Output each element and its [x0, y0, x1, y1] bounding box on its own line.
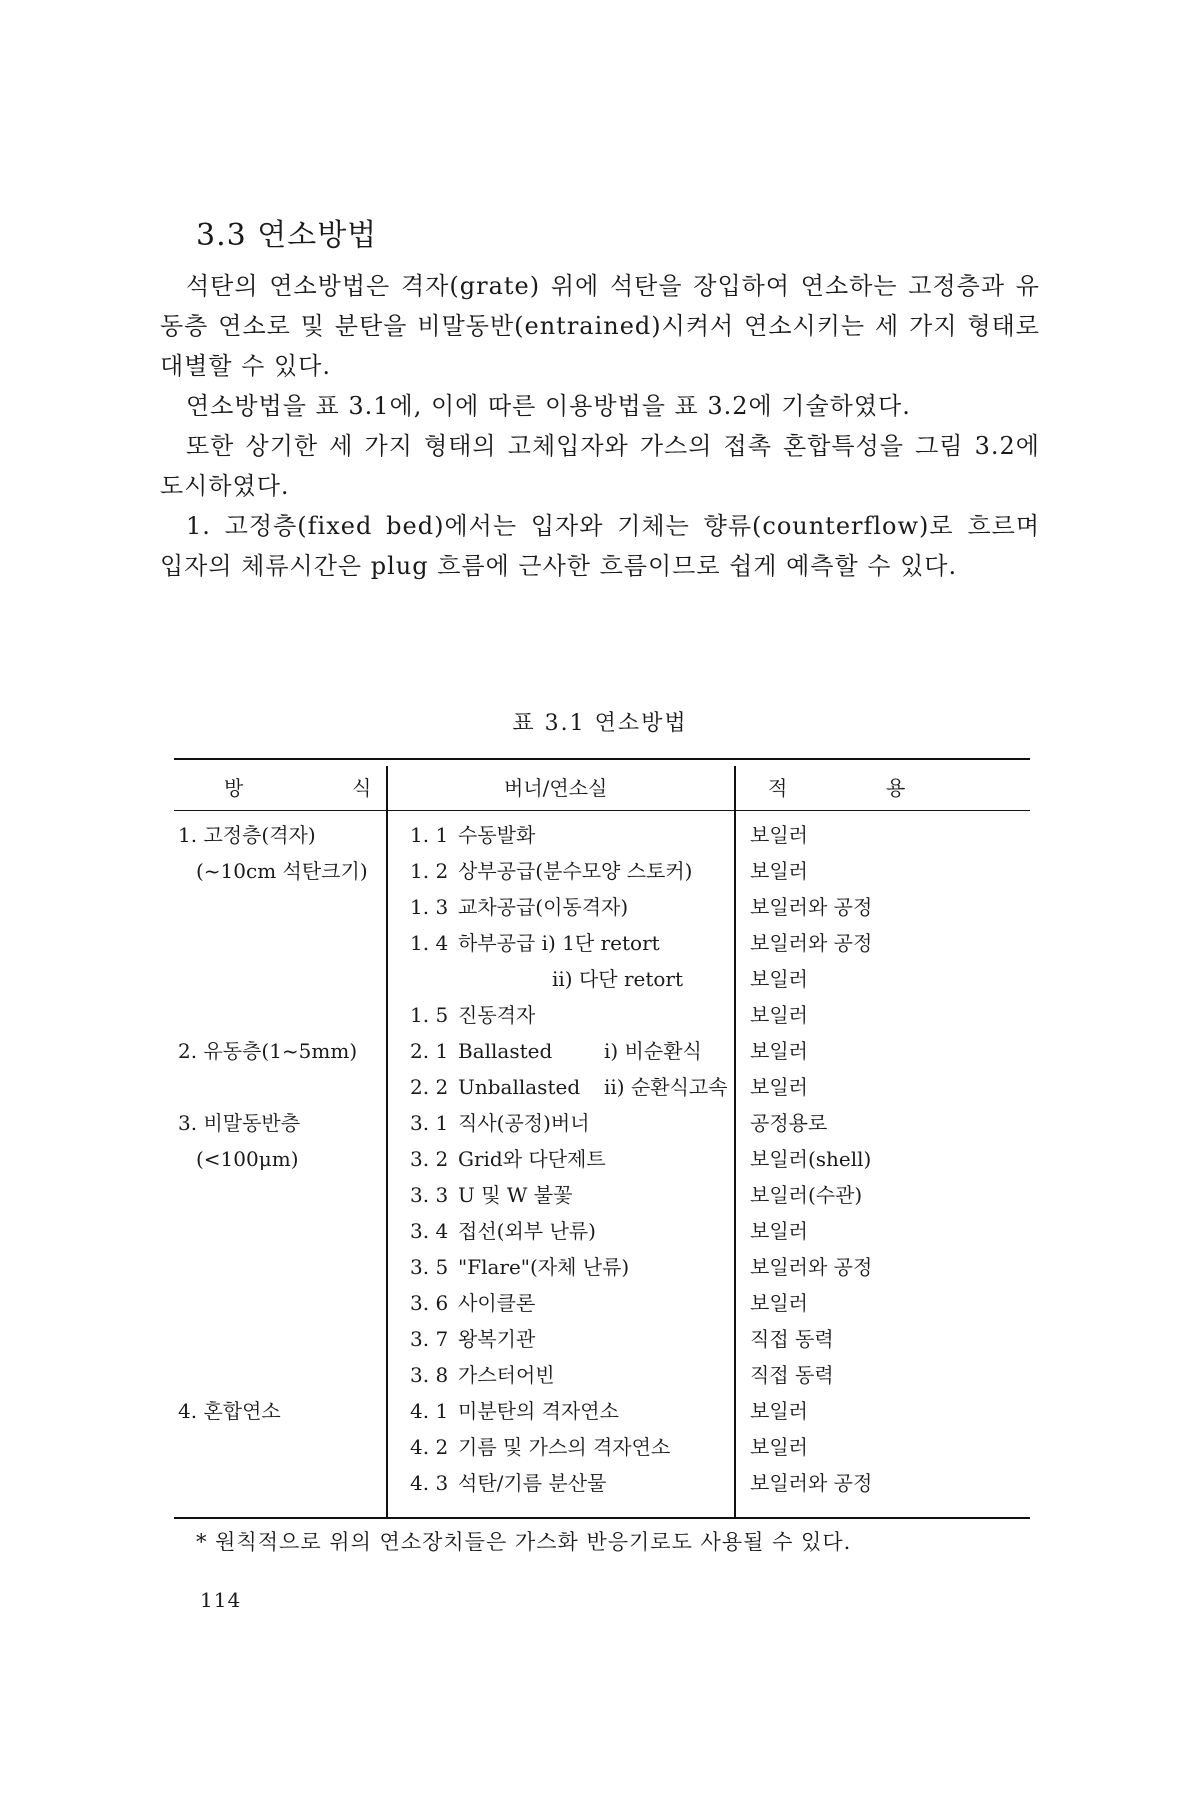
application-cell: 보일러: [750, 1003, 808, 1027]
application-cell: 보일러: [750, 859, 808, 883]
application-cell: 보일러: [750, 1219, 808, 1243]
row-number: 4. 2: [410, 1435, 449, 1459]
method-group-label: 3. 비말동반층: [178, 1111, 301, 1135]
paragraph-4: 1. 고정층(fixed bed)에서는 입자와 기체는 향류(counterflow)로 흐르며 입자의 체류시간은 plug 흐름에 근사한 흐름이므로 쉽게 예측할 수 있다.: [160, 512, 1040, 580]
burner-cell: 왕복기관: [458, 1327, 536, 1351]
row-number: 3. 4: [410, 1219, 449, 1243]
header-app-a: 적: [768, 776, 788, 800]
burner-cell: 하부공급 i) 1단 retort: [458, 931, 660, 955]
combustion-table: [174, 758, 1030, 1519]
burner-cell: 접선(외부 난류): [458, 1219, 596, 1243]
row-number: 2. 1: [410, 1039, 449, 1063]
application-cell: 보일러와 공정: [750, 931, 873, 955]
application-cell: 보일러: [750, 1039, 808, 1063]
burner-cell: "Flare"(자체 난류): [458, 1255, 630, 1279]
row-number: 3. 8: [410, 1363, 449, 1387]
header-divider-1: [386, 766, 388, 810]
body-divider-2: [734, 811, 736, 1517]
application-cell: 보일러와 공정: [750, 895, 873, 919]
body-text: [160, 266, 1040, 586]
application-cell: 보일러: [750, 1399, 808, 1423]
burner-cell: 사이클론: [458, 1291, 536, 1315]
row-number: 3. 1: [410, 1111, 449, 1135]
burner-cell: 직사(공정)버너: [458, 1111, 590, 1135]
application-cell: 보일러: [750, 967, 808, 991]
method-group-label: 1. 고정층(격자): [178, 823, 316, 847]
fluid-sub-ii: ii) 순환식고속: [604, 1075, 728, 1099]
application-cell: 보일러(shell): [750, 1147, 872, 1171]
burner-cell: 가스터어빈: [458, 1363, 555, 1387]
method-group-label: 4. 혼합연소: [178, 1399, 281, 1423]
paragraph-2: 연소방법을 표 3.1에, 이에 따른 이용방법을 표 3.2에 기술하였다.: [186, 392, 911, 420]
method-group-label: 2. 유동층(1~5mm): [178, 1039, 358, 1063]
burner-cell: 수동발화: [458, 823, 536, 847]
header-divider-2: [734, 766, 736, 810]
row-number: 1. 4: [410, 931, 449, 955]
burner-cell: 상부공급(분수모양 스토커): [458, 859, 693, 883]
header-method-a: 방: [224, 776, 244, 800]
burner-cell: 석탄/기름 분산물: [458, 1471, 607, 1495]
row-number: 3. 5: [410, 1255, 449, 1279]
row-number: 1. 3: [410, 895, 449, 919]
row-number: 1. 5: [410, 1003, 449, 1027]
row-number: 3. 3: [410, 1183, 449, 1207]
application-cell: 공정용로: [750, 1111, 828, 1135]
application-cell: 보일러: [750, 1291, 808, 1315]
row-number: 3. 2: [410, 1147, 449, 1171]
burner-cell: 기름 및 가스의 격자연소: [458, 1435, 671, 1459]
row-number: 4. 3: [410, 1471, 449, 1495]
table-header: [174, 760, 1030, 811]
burner-cell: 교차공급(이동격자): [458, 895, 629, 919]
method-group-sub: (~10cm 석탄크기): [196, 859, 368, 883]
row-number: 1. 2: [410, 859, 449, 883]
table-footnote: * 원칙적으로 위의 연소장치들은 가스화 반응기로도 사용될 수 있다.: [196, 1530, 852, 1554]
row-number: 3. 6: [410, 1291, 449, 1315]
application-cell: 직접 동력: [750, 1363, 834, 1387]
application-cell: 보일러(수관): [750, 1183, 863, 1207]
row-number: 3. 7: [410, 1327, 449, 1351]
application-cell: 보일러: [750, 823, 808, 847]
row-number: 1. 1: [410, 823, 449, 847]
table-caption: 표 3.1 연소방법: [512, 711, 688, 736]
application-cell: 보일러: [750, 1435, 808, 1459]
burner-cell: U 및 W 불꽃: [458, 1183, 573, 1207]
table-body: [174, 811, 1030, 1519]
burner-cell: 미분탄의 격자연소: [458, 1399, 619, 1423]
paragraph-1: 석탄의 연소방법은 격자(grate) 위에 석탄을 장입하여 연소하는 고정층과 유동층 연소로 및 분탄을 비말동반(entrained)시켜서 연소시키는 세 가지 형태로 대별할 수 있다.: [160, 272, 1040, 380]
burner-cell: 진동격자: [458, 1003, 536, 1027]
application-cell: 보일러와 공정: [750, 1255, 873, 1279]
row-number: 2. 2: [410, 1075, 449, 1099]
method-group-sub: (<100μm): [196, 1147, 299, 1171]
burner-cell: ii) 다단 retort: [552, 967, 684, 991]
burner-cell: Ballasted: [458, 1039, 553, 1063]
application-cell: 보일러와 공정: [750, 1471, 873, 1495]
page-number: 114: [200, 1588, 242, 1612]
burner-cell: Unballasted: [458, 1075, 581, 1099]
body-divider-1: [386, 811, 388, 1517]
fluid-sub-i: i) 비순환식: [604, 1039, 702, 1063]
paragraph-3: 또한 상기한 세 가지 형태의 고체입자와 가스의 접촉 혼합특성을 그림 3.2에 도시하였다.: [160, 432, 1040, 500]
section-title: 3.3 연소방법: [196, 218, 378, 253]
header-method-b: 식: [352, 776, 372, 800]
header-app-b: 용: [886, 776, 906, 800]
burner-cell: Grid와 다단제트: [458, 1147, 606, 1171]
header-burner: 버너/연소실: [504, 776, 608, 800]
application-cell: 보일러: [750, 1075, 808, 1099]
application-cell: 직접 동력: [750, 1327, 834, 1351]
row-number: 4. 1: [410, 1399, 449, 1423]
